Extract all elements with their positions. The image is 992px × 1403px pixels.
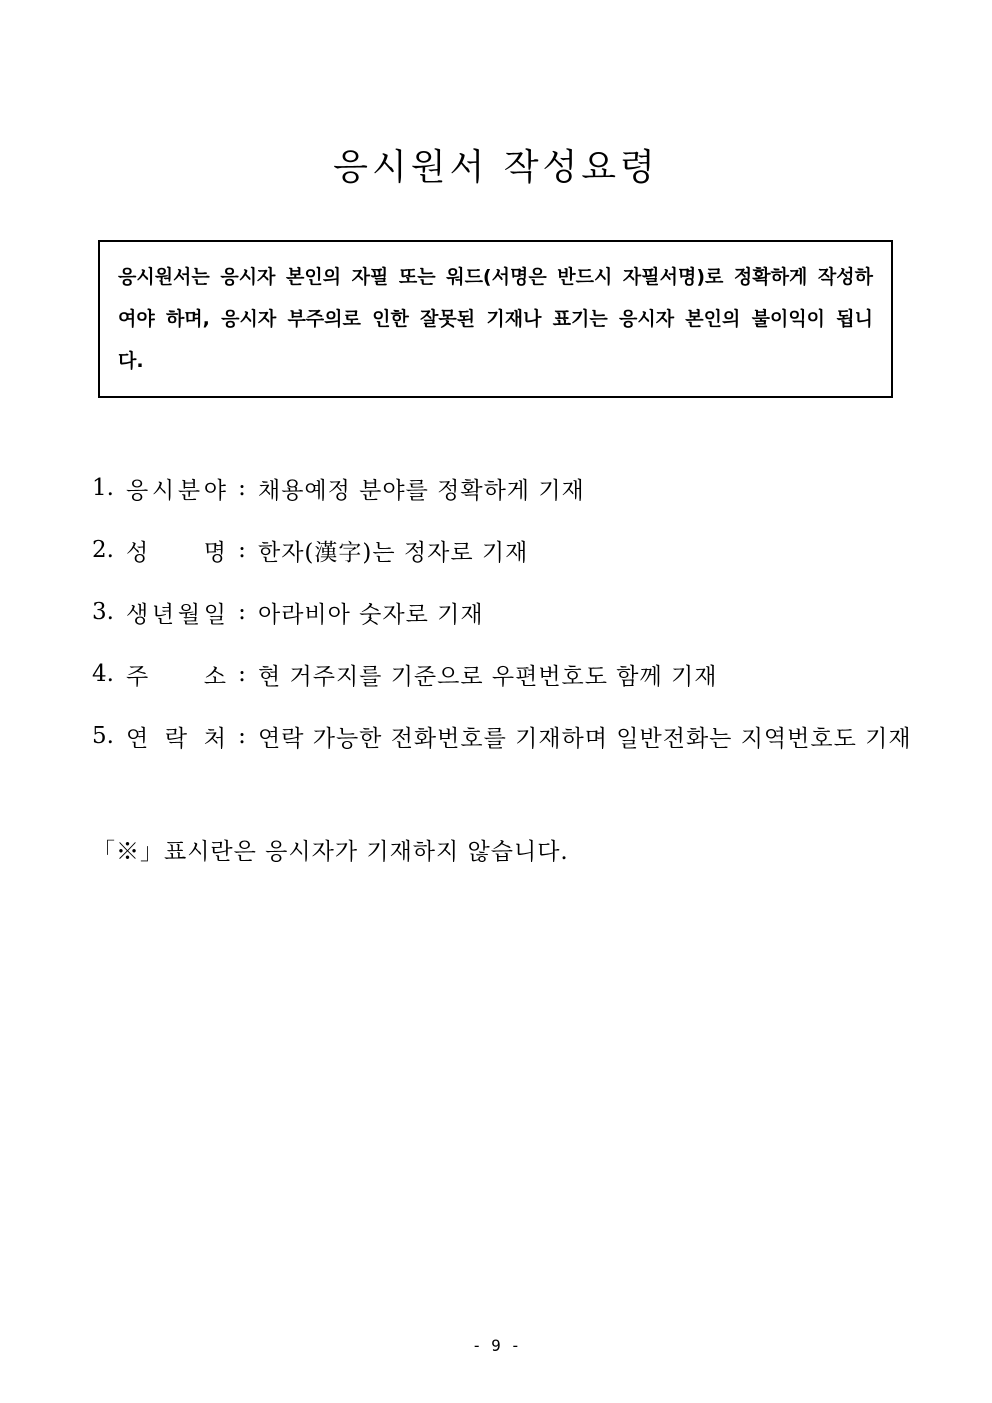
- item-label: [126, 472, 226, 505]
- instruction-list: [92, 457, 972, 767]
- item-description: 채용예정 분야를 정확하게 기재: [258, 477, 585, 504]
- instruction-item-birthdate: [92, 581, 972, 643]
- item-description: 아라비아 숫자로 기재: [258, 601, 484, 628]
- instruction-item-field: [92, 457, 972, 519]
- notice-box: [98, 240, 893, 398]
- label-char: 시: [151, 477, 175, 504]
- item-colon: :: [238, 537, 246, 563]
- instruction-item-contact: [92, 705, 972, 767]
- item-label: [126, 658, 226, 691]
- page-number: - 9 -: [471, 1336, 521, 1355]
- item-number: 3.: [92, 599, 114, 625]
- item-label: [126, 534, 226, 567]
- item-number: 4.: [92, 661, 114, 687]
- item-description: 연락 가능한 전화번호를 기재하며 일반전화는 지역번호도 기재: [258, 725, 912, 752]
- notice-text: 응시원서는 응시자 본인의 자필 또는 워드(서명은 반드시 자필서명)로 정확하게 작성하여야 하며, 응시자 부주의로 인한 잘못된 기재나 표기는 응시자 본인의 불이익이 됩니다.: [118, 266, 873, 372]
- label-char: 일: [203, 601, 226, 628]
- label-char: 야: [203, 477, 226, 504]
- label-char: 성: [126, 539, 149, 566]
- item-colon: :: [238, 599, 246, 625]
- item-label: [126, 720, 226, 753]
- label-char: 주: [126, 663, 149, 690]
- item-label: [126, 596, 226, 629]
- footnote: 「※」표시란은 응시자가 기재하지 않습니다.: [92, 839, 569, 865]
- item-colon: :: [238, 723, 246, 749]
- instruction-item-name: [92, 519, 972, 581]
- page-title: 응시원서 작성요령: [333, 147, 659, 188]
- item-description: 현 거주지를 기준으로 우편번호도 함께 기재: [258, 663, 718, 690]
- label-char: 처: [203, 725, 226, 752]
- label-char: 생: [126, 601, 149, 628]
- label-char: 응: [126, 477, 149, 504]
- label-char: 명: [203, 539, 226, 566]
- label-char: 연: [126, 725, 149, 752]
- label-char: 락: [164, 725, 188, 752]
- label-char: 년: [151, 601, 175, 628]
- item-number: 2.: [92, 537, 114, 563]
- label-char: 분: [177, 477, 201, 504]
- item-number: 1.: [92, 475, 114, 501]
- label-char: 월: [177, 601, 201, 628]
- item-colon: :: [238, 661, 246, 687]
- item-description: 한자(漢字)는 정자로 기재: [258, 539, 529, 566]
- instruction-item-address: [92, 643, 972, 705]
- item-number: 5.: [92, 723, 114, 749]
- item-colon: :: [238, 475, 246, 501]
- label-char: 소: [203, 663, 226, 690]
